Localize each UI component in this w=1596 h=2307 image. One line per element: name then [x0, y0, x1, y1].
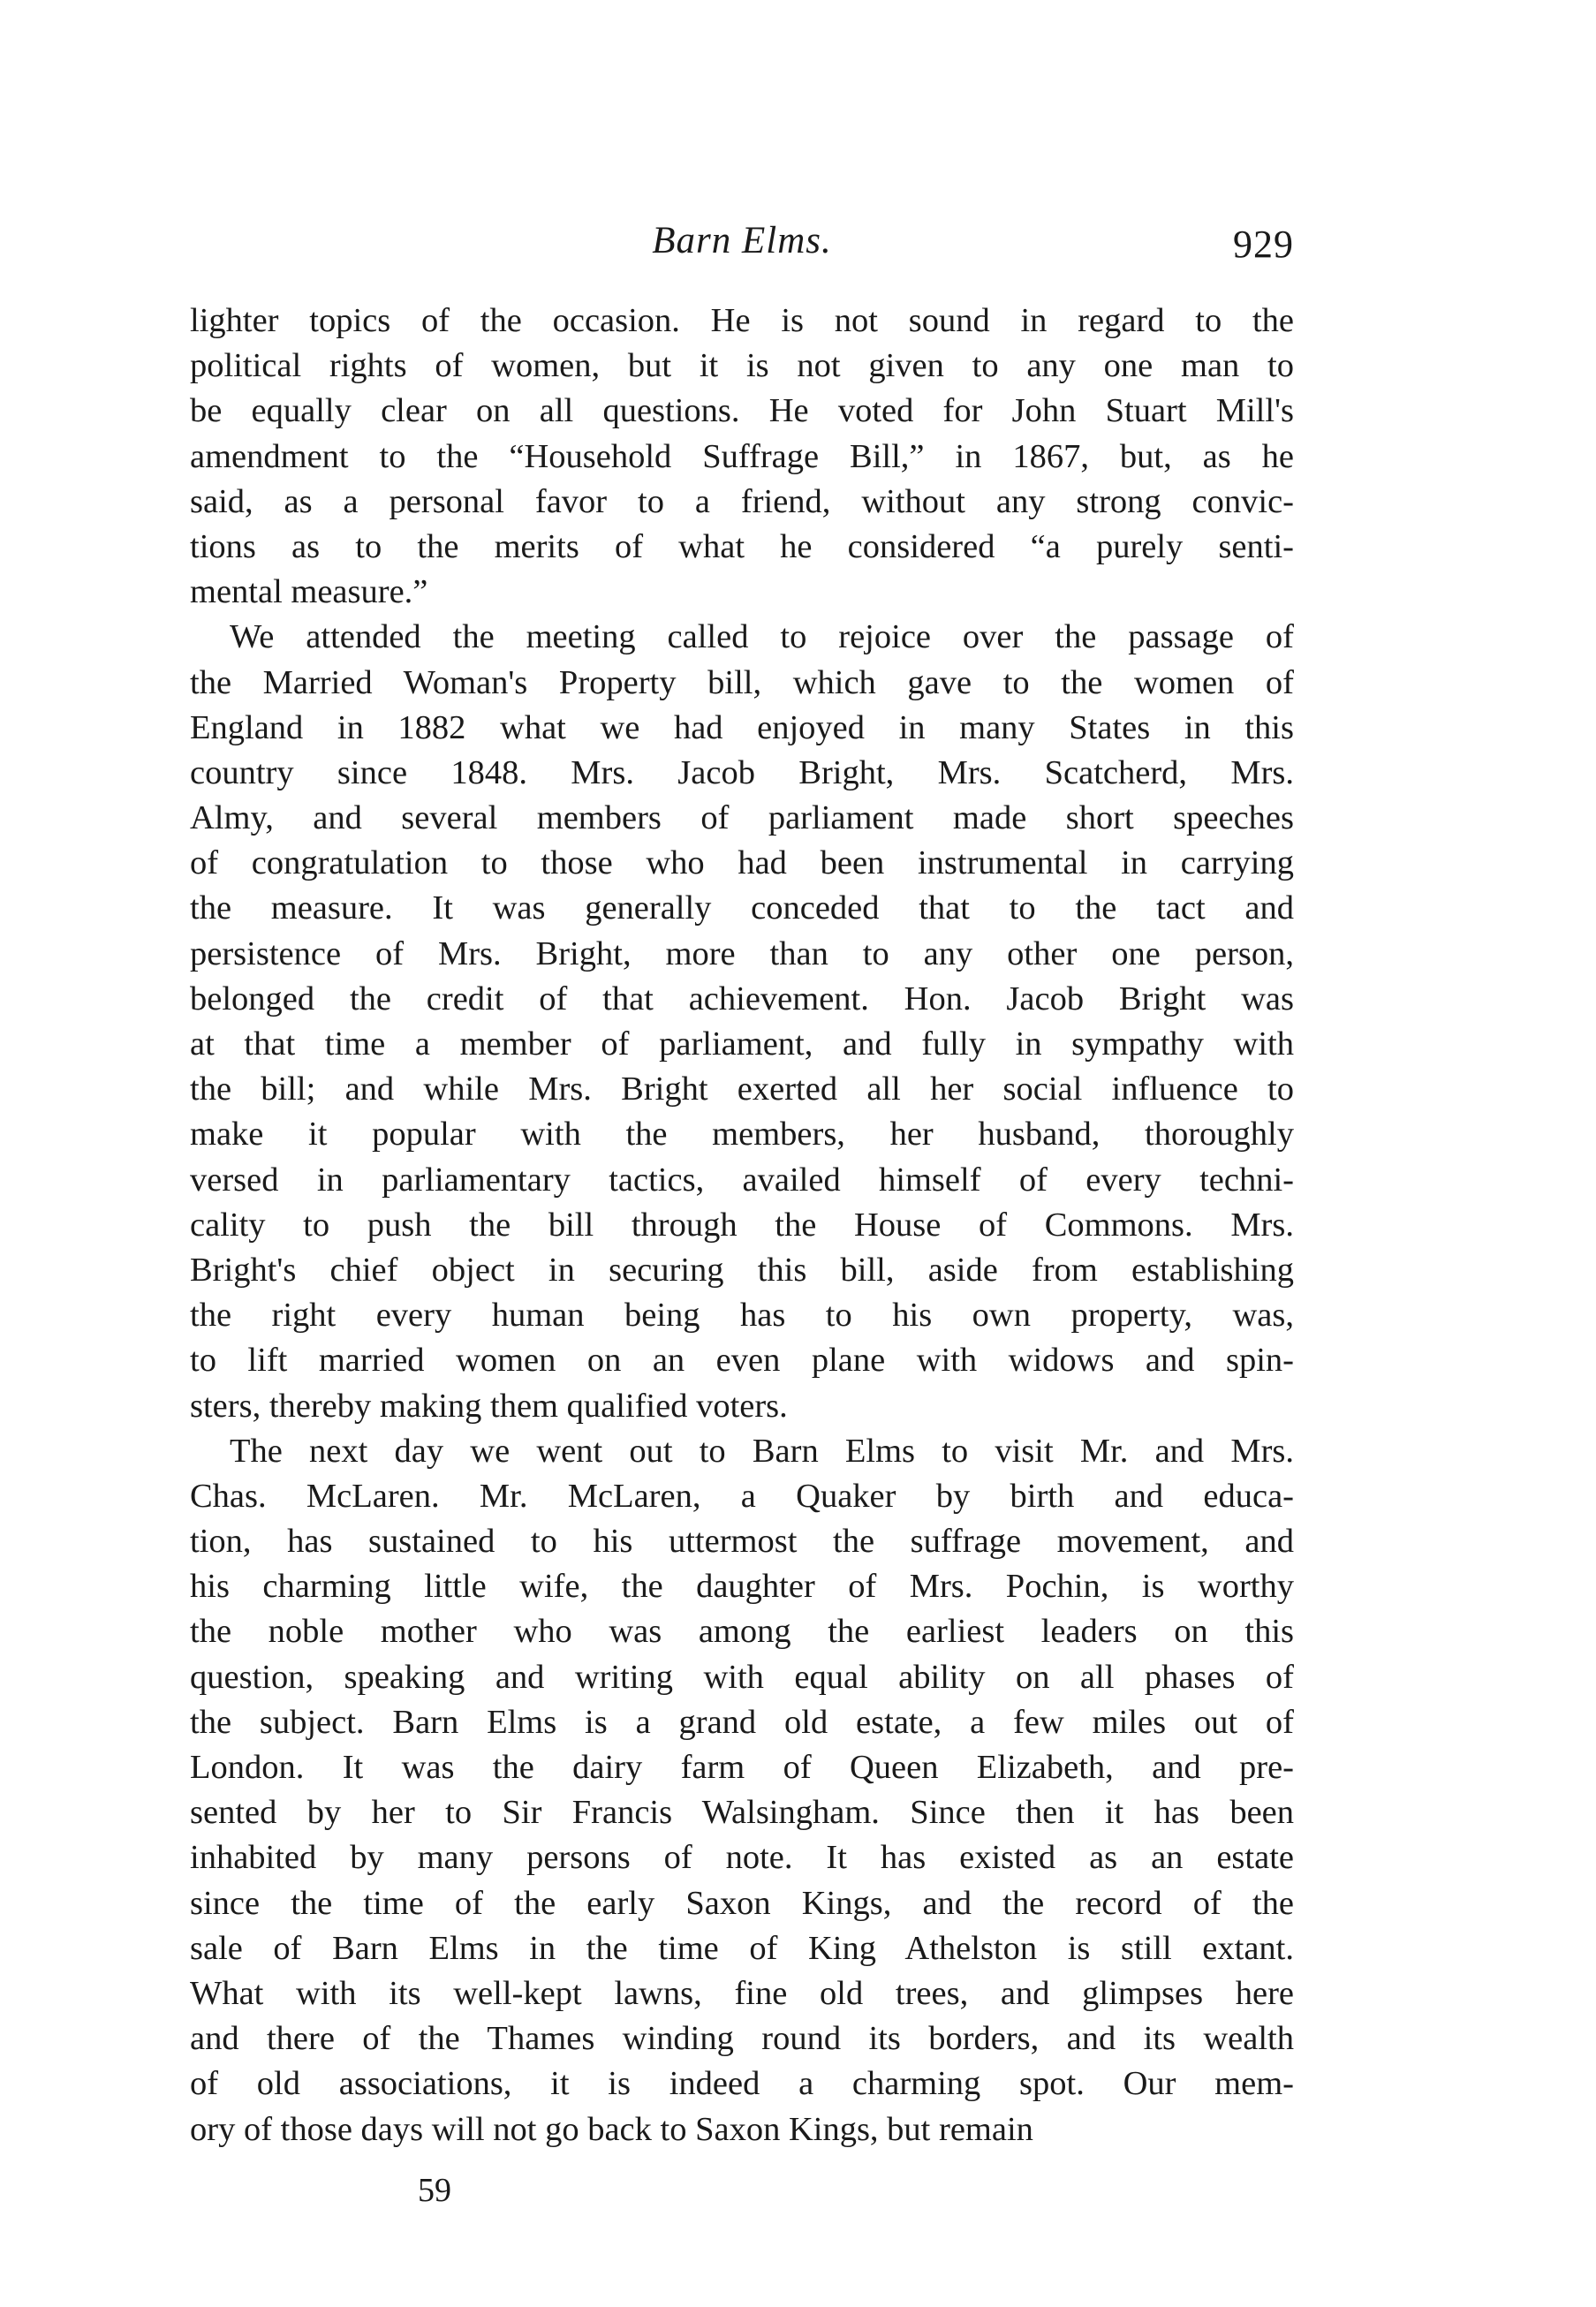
- text-line: tions as to the merits of what he considered “a purely senti-: [190, 527, 1294, 565]
- text-line: versed in parliamentary tactics, availed himself of every techni-: [190, 1161, 1294, 1199]
- text-line: cality to push the bill through the House of Commons. Mrs.: [190, 1206, 1294, 1244]
- text-line: persistence of Mrs. Bright, more than to any other one person,: [190, 934, 1294, 972]
- text-line: tion, has sustained to his uttermost the suffrage movement, and: [190, 1523, 1294, 1561]
- text-line: the noble mother who was among the earliest leaders on this: [190, 1613, 1294, 1651]
- paragraph: [190, 299, 1294, 615]
- text-line: Bright's chief object in securing this bill, aside from establishing: [190, 1251, 1294, 1289]
- text-line: England in 1882 what we had enjoyed in many States in this: [190, 708, 1294, 746]
- running-title: Barn Elms.: [652, 220, 832, 261]
- text-line: said, as a personal favor to a friend, without any strong convic-: [190, 482, 1294, 520]
- page-number: 929: [1233, 223, 1294, 266]
- text-line: belonged the credit of that achievement. Hon. Jacob Bright was: [190, 980, 1294, 1017]
- paragraph: [190, 615, 1294, 1428]
- text-line: sters, thereby making them qualified voters.: [190, 1387, 788, 1425]
- text-line: inhabited by many persons of note. It has existed as an estate: [190, 1839, 1294, 1877]
- text-line: sale of Barn Elms in the time of King Athelston is still extant.: [190, 1929, 1294, 1967]
- text-line: the bill; and while Mrs. Bright exerted all her social influence to: [190, 1070, 1294, 1108]
- text-line: mental measure.”: [190, 573, 428, 611]
- text-line: of old associations, it is indeed a charming spot. Our mem-: [190, 2065, 1294, 2103]
- text-line: We attended the meeting called to rejoice over the passage of: [230, 618, 1294, 656]
- text-line: sented by her to Sir Francis Walsingham. Since then it has been: [190, 1794, 1294, 1832]
- text-line: ory of those days will not go back to Saxon Kings, but remain: [190, 2110, 1033, 2148]
- text-line: The next day we went out to Barn Elms to visit Mr. and Mrs.: [230, 1432, 1294, 1470]
- text-line: question, speaking and writing with equal ability on all phases of: [190, 1658, 1294, 1696]
- text-line: Almy, and several members of parliament made short speeches: [190, 799, 1294, 837]
- text-line: and there of the Thames winding round its borders, and its wealth: [190, 2020, 1294, 2058]
- text-line: at that time a member of parliament, and fully in sympathy with: [190, 1025, 1294, 1063]
- paragraph: [190, 1429, 1294, 2152]
- text-line: the subject. Barn Elms is a grand old estate, a few miles out of: [190, 1703, 1294, 1741]
- text-line: to lift married women on an even plane with widows and spin-: [190, 1342, 1294, 1380]
- text-line: be equally clear on all questions. He voted for John Stuart Mill's: [190, 392, 1294, 430]
- text-line: country since 1848. Mrs. Jacob Bright, Mrs. Scatcherd, Mrs.: [190, 753, 1294, 791]
- text-line: his charming little wife, the daughter of Mrs. Pochin, is worthy: [190, 1568, 1294, 1606]
- text-line: London. It was the dairy farm of Queen Elizabeth, and pre-: [190, 1749, 1294, 1786]
- text-line: the Married Woman's Property bill, which gave to the women of: [190, 663, 1294, 701]
- body-text: [190, 299, 1294, 2152]
- text-line: amendment to the “Household Suffrage Bill,” in 1867, but, as he: [190, 437, 1294, 475]
- text-line: Chas. McLaren. Mr. McLaren, a Quaker by birth and educa-: [190, 1477, 1294, 1515]
- text-line: political rights of women, but it is not given to any one man to: [190, 347, 1294, 385]
- text-line: What with its well-kept lawns, fine old trees, and glimpses here: [190, 1974, 1294, 2012]
- text-line: since the time of the early Saxon Kings, and the record of the: [190, 1884, 1294, 1922]
- text-line: lighter topics of the occasion. He is not sound in regard to the: [190, 302, 1294, 339]
- signature-mark: 59: [418, 2172, 451, 2209]
- running-head: [190, 215, 1294, 276]
- text-line: of congratulation to those who had been instrumental in carrying: [190, 844, 1294, 882]
- text-line: the measure. It was generally conceded that to the tact and: [190, 889, 1294, 927]
- text-line: the right every human being has to his own property, was,: [190, 1297, 1294, 1335]
- text-line: make it popular with the members, her husband, thoroughly: [190, 1116, 1294, 1154]
